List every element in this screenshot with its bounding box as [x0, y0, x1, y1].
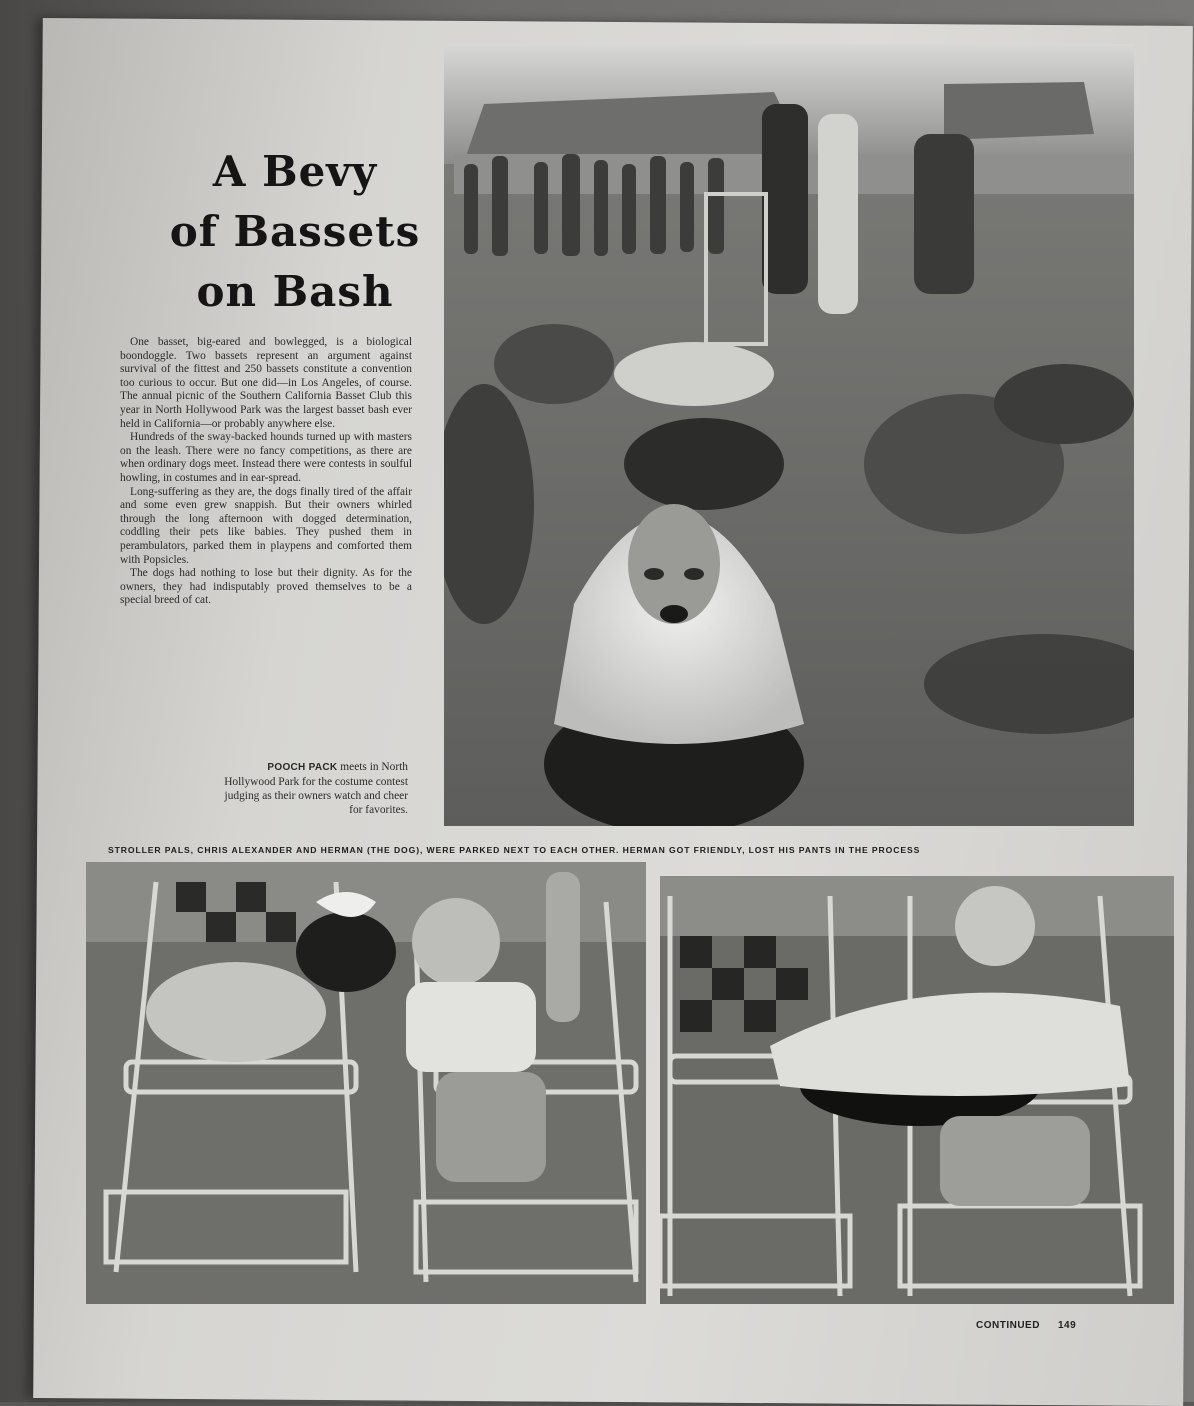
paragraph-4: The dogs had nothing to lose but their dignity. As for the owners, they had indisputably proved themselves to be a special breed of cat.	[120, 567, 412, 607]
title-line-1: A Bevy	[212, 147, 378, 196]
title-line-2: of Bassets	[169, 207, 421, 256]
caption-text: meets in North Hollywood Park for the costume contest judging as their owners watch and cheer for favorites.	[224, 761, 408, 816]
paragraph-1: One basset, big-eared and bowlegged, is a biological boondoggle. Two bassets represent an argument against survival of the fittest and 250 bassets constitute a convention too curious to occur. But one did—in Los Angeles, of course. The annual picnic of the Southern California Basset Club this year in North Hollywood Park was the largest basset bash ever held in California—or probably anywhere else.	[120, 336, 412, 430]
title-line-3: on Bash	[196, 267, 394, 316]
stroller-photo-right	[660, 876, 1174, 1304]
main-photo-caption	[222, 760, 408, 817]
paragraph-3: Long-suffering as they are, the dogs finally tired of the affair and some even grew snappish. But their owners whirled through the long afternoon with dogged determination, coddling their pets like babies. They pushed them in perambulators, parked them in playpens and comforted them with Popsicles.	[120, 485, 412, 566]
article-title	[150, 142, 440, 322]
page-footer	[976, 1320, 1094, 1331]
stroller-photo-left	[86, 862, 646, 1304]
article-body	[120, 336, 412, 608]
main-photo	[444, 44, 1134, 826]
caption-lead: POOCH PACK	[267, 762, 338, 773]
continued-label: CONTINUED	[976, 1320, 1040, 1331]
stroller-caption: STROLLER PALS, CHRIS ALEXANDER AND HERMAN (THE DOG), WERE PARKED NEXT TO EACH OTHER. HERMAN GOT FRIENDLY, LOST HIS PANTS IN THE PROCESS	[108, 845, 921, 855]
page-number: 149	[1057, 1320, 1077, 1331]
paragraph-2: Hundreds of the sway-backed hounds turned up with masters on the leash. There were no fancy competitions, as there are when ordinary dogs meet. Instead there were contests in soulful howling, in costumes and in ear-spread.	[120, 431, 412, 484]
